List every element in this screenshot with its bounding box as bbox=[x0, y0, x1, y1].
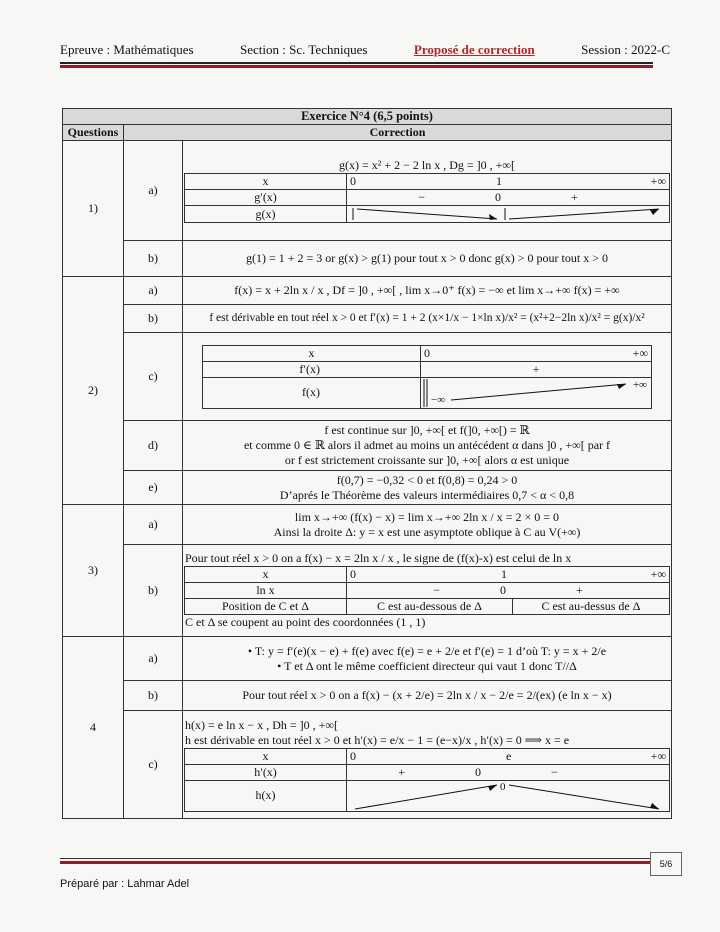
vt-cell: f′(x) bbox=[203, 361, 421, 377]
header-rule bbox=[60, 62, 653, 64]
q2d-label: d) bbox=[124, 421, 183, 471]
vt-cell: − 0 + bbox=[347, 190, 670, 206]
col-correction: Correction bbox=[124, 125, 672, 141]
vt-cell: h(x) bbox=[185, 780, 347, 811]
q2e-content bbox=[183, 471, 672, 505]
header-rule-accent bbox=[60, 65, 653, 68]
q2a-content: f(x) = x + 2ln x / x , Df = ]0 , +∞[ , lim x→0⁺ f(x) = −∞ et lim x→+∞ f(x) = +∞ bbox=[183, 277, 672, 305]
q2c-content bbox=[183, 333, 672, 421]
vt-cell: C est au-dessus de Δ bbox=[512, 599, 669, 615]
proposal-label: Proposé de correction bbox=[413, 42, 535, 57]
q2e-line2: D’aprés le Théorème des valeurs intermédiaires 0,7 < α < 0,8 bbox=[279, 487, 575, 502]
question-3-number: 3) bbox=[63, 505, 124, 637]
q1b-label: b) bbox=[124, 241, 183, 277]
question-1-number: 1) bbox=[63, 141, 124, 277]
h-max-value: 0 bbox=[500, 780, 506, 793]
q4c-line1: h(x) = e ln x − x , Dh = ]0 , +∞[ bbox=[185, 717, 338, 732]
vt-cell: g(x) bbox=[185, 206, 347, 223]
page-header bbox=[60, 42, 670, 58]
q3a-line1: lim x→+∞ (f(x) − x) = lim x→+∞ 2ln x / x = 2 × 0 = 0 bbox=[294, 509, 560, 524]
q3b-intro: Pour tout réel x > 0 on a f(x) − x = 2ln x / x , le signe de (f(x)-x) est celui de ln x bbox=[185, 551, 572, 565]
correction-table bbox=[62, 108, 672, 819]
vt-cell: 0 +∞ bbox=[421, 345, 652, 361]
q4b-label: b) bbox=[124, 681, 183, 711]
q3b-outro: C et Δ se coupent au point des coordonnées (1 , 1) bbox=[185, 615, 426, 629]
q4b-content: Pour tout réel x > 0 on a f(x) − (x + 2/e) = 2ln x / x − 2/e = 2/(ex) (e ln x − x) bbox=[183, 681, 672, 711]
question-4-number: 4 bbox=[63, 637, 124, 819]
h-variation-table bbox=[184, 748, 670, 812]
session-label: Session : 2022-C bbox=[581, 42, 670, 57]
vt-cell: x bbox=[203, 345, 421, 361]
vt-cell: x bbox=[185, 567, 347, 583]
g-variation-arrows bbox=[347, 206, 667, 222]
q4a-content bbox=[183, 637, 672, 681]
vt-cell: − 0 + bbox=[347, 583, 670, 599]
q3a-line2: Ainsi la droite Δ: y = x est une asymptote oblique à C au V(+∞) bbox=[273, 524, 581, 539]
vt-cell: C est au-dessous de Δ bbox=[347, 599, 513, 615]
footer-rule bbox=[60, 858, 660, 859]
col-questions: Questions bbox=[63, 125, 124, 141]
vt-cell: + 0 − bbox=[347, 764, 670, 780]
section-label: Section : Sc. Techniques bbox=[240, 42, 368, 57]
vt-cell: f(x) bbox=[203, 377, 421, 408]
q4c-line2: h est dérivable en tout réel x > 0 et h′(x) = e/x − 1 = (e−x)/x , h′(x) = 0 ⟹ x = e bbox=[185, 732, 570, 747]
q1a-definition: g(x) = x² + 2 − 2 ln x , Dg = ]0 , +∞[ bbox=[339, 158, 515, 172]
vt-cell: + bbox=[421, 361, 652, 377]
f-variation-table bbox=[202, 345, 652, 409]
vt-cell: ln x bbox=[185, 583, 347, 599]
q2a-label: a) bbox=[124, 277, 183, 305]
q2e-label: e) bbox=[124, 471, 183, 505]
vt-cell: g′(x) bbox=[185, 190, 347, 206]
vt-cell bbox=[347, 780, 670, 811]
question-2-number: 2) bbox=[63, 277, 124, 505]
q4a-line2: • T et Δ ont le même coefficient directeur qui vaut 1 donc T//Δ bbox=[277, 658, 577, 673]
q2d-line3: or f est strictement croissante sur ]0, +∞[ alors α est unique bbox=[284, 453, 570, 467]
vt-cell: 0 1 +∞ bbox=[347, 174, 670, 190]
page-number: 5/6 bbox=[650, 852, 682, 876]
q4c-label: c) bbox=[124, 711, 183, 819]
q2e-line1: f(0,7) = −0,32 < 0 et f(0,8) = 0,24 > 0 bbox=[336, 472, 518, 487]
q3a-content bbox=[183, 505, 672, 545]
q3b-content bbox=[183, 545, 672, 637]
vt-cell: Position de C et Δ bbox=[185, 599, 347, 615]
q3a-label: a) bbox=[124, 505, 183, 545]
exercise-title: Exercice N°4 (6,5 points) bbox=[63, 109, 672, 125]
f-limit-low: −∞ bbox=[431, 393, 446, 406]
f-variation-arrow bbox=[421, 378, 651, 408]
q1-variation-table bbox=[184, 173, 670, 223]
q2c-label: c) bbox=[124, 333, 183, 421]
q3-sign-table bbox=[184, 566, 670, 615]
q2b-content: f est dérivable en tout réel x > 0 et f′(x) = 1 + 2 (x×1/x − 1×ln x)/x² = (x²+2−2ln x)/x² = g(x)/x² bbox=[183, 305, 672, 333]
footer-rule-accent bbox=[60, 861, 660, 864]
vt-cell: 0 e +∞ bbox=[347, 748, 670, 764]
vt-cell: x bbox=[185, 174, 347, 190]
q1b-content: g(1) = 1 + 2 = 3 or g(x) > g(1) pour tout x > 0 donc g(x) > 0 pour tout x > 0 bbox=[183, 241, 672, 277]
q2d-line1: f est continue sur ]0, +∞[ et f(]0, +∞[) = ℝ bbox=[324, 423, 530, 437]
prepared-by: Préparé par : Lahmar Adel bbox=[60, 878, 190, 890]
q1a-content bbox=[183, 141, 672, 241]
vt-cell: h′(x) bbox=[185, 764, 347, 780]
vt-cell: 0 1 +∞ bbox=[347, 567, 670, 583]
q4a-line1: • T: y = f′(e)(x − e) + f(e) avec f(e) = e + 2/e et f′(e) = 1 d’où T: y = x + 2/e bbox=[247, 643, 607, 658]
q2d-content bbox=[183, 421, 672, 471]
vt-cell bbox=[347, 206, 670, 223]
h-variation-arrows bbox=[347, 781, 667, 811]
q2b-label: b) bbox=[124, 305, 183, 333]
q4c-content bbox=[183, 711, 672, 819]
vt-cell: x bbox=[185, 748, 347, 764]
vt-cell bbox=[421, 377, 652, 408]
q1a-label: a) bbox=[124, 141, 183, 241]
q2d-line2: et comme 0 ∈ ℝ alors il admet au moins un antécédent α dans ]0 , +∞[ par f bbox=[243, 438, 611, 452]
subject-label: Epreuve : Mathématiques bbox=[60, 42, 194, 57]
q4a-label: a) bbox=[124, 637, 183, 681]
f-limit-high: +∞ bbox=[632, 378, 647, 391]
q3b-label: b) bbox=[124, 545, 183, 637]
